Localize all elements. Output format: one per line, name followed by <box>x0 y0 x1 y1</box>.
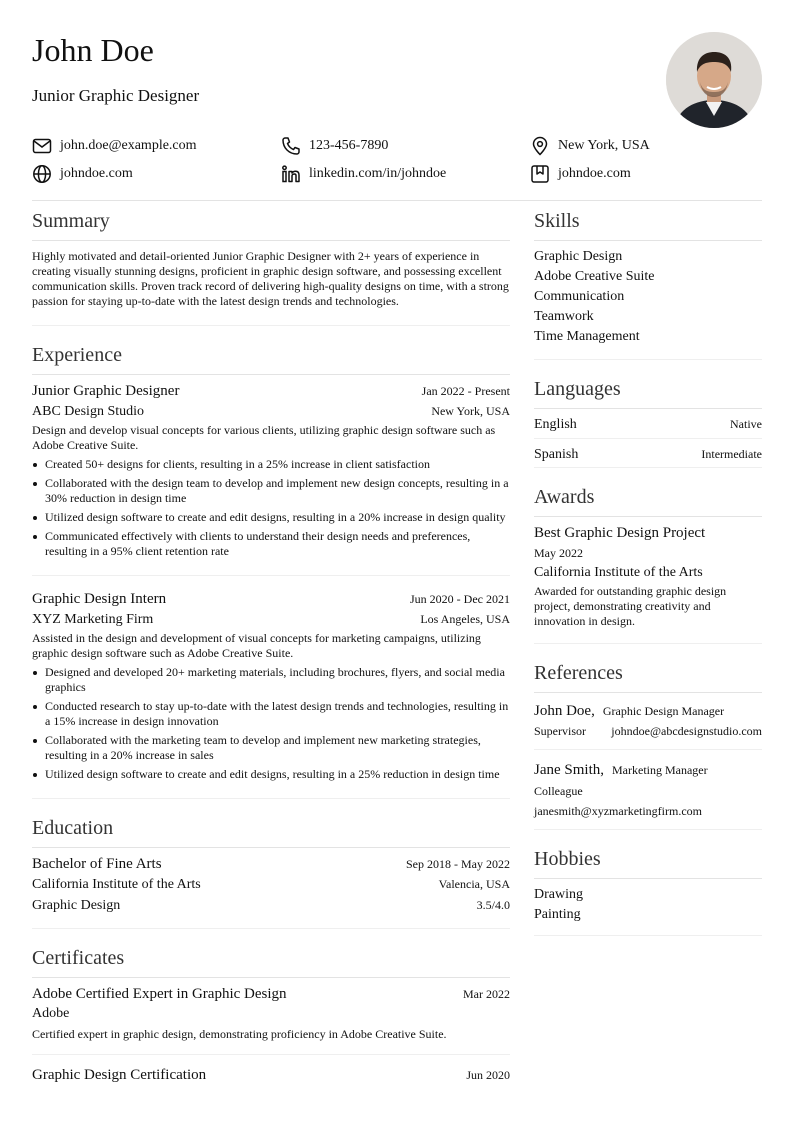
references-section <box>534 660 762 830</box>
language-level: Native <box>730 417 762 431</box>
achievement-item: Collaborated with the design team to develop and implement new design concepts, resulting in a 30% reduction in design time <box>32 476 510 506</box>
references-heading: References <box>534 660 762 693</box>
phone-icon <box>281 136 301 156</box>
contact-phone-text: 123-456-7890 <box>309 138 389 153</box>
reference-name: Jane Smith, <box>534 762 604 778</box>
job-title: Junior Graphic Designer <box>32 383 180 399</box>
achievement-item: Conducted research to stay up-to-date with the latest design trends and technologies, resulting in a 15% increase in design innovation <box>32 699 510 729</box>
certificate-description: Certified expert in graphic design, demonstrating proficiency in Adobe Creative Suite. <box>32 1027 447 1041</box>
portfolio-icon <box>530 164 550 184</box>
languages-heading: Languages <box>534 376 762 409</box>
contact-info <box>32 136 762 184</box>
company-name: XYZ Marketing Firm <box>32 612 154 627</box>
skill-item: Communication <box>534 289 625 304</box>
contact-portfolio-text: johndoe.com <box>558 166 631 181</box>
reference-relation: Supervisor <box>534 724 586 738</box>
location-icon <box>530 136 550 156</box>
contact-portfolio[interactable] <box>530 164 762 184</box>
award-name: Best Graphic Design Project <box>534 525 706 541</box>
reference-entry <box>534 750 762 819</box>
job-dates: Jun 2020 - Dec 2021 <box>410 592 510 606</box>
education-section <box>32 815 510 929</box>
experience-entry <box>32 375 510 575</box>
achievement-item: Collaborated with the marketing team to develop and implement new marketing strategies, resulting in a 20% increase in sales <box>32 733 510 763</box>
language-item <box>534 438 762 467</box>
reference-position: Marketing Manager <box>612 763 708 777</box>
language-item <box>534 409 762 438</box>
contact-website-text: johndoe.com <box>60 166 133 181</box>
profile-photo <box>666 32 762 128</box>
award-date: May 2022 <box>534 546 583 560</box>
languages-section <box>534 376 762 468</box>
award-description: Awarded for outstanding graphic design project, demonstrating creativity and innovation in design. <box>534 584 727 628</box>
summary-section <box>32 208 510 326</box>
experience-heading: Experience <box>32 342 510 375</box>
reference-name: John Doe, <box>534 703 595 719</box>
skill-item: Time Management <box>534 329 640 344</box>
candidate-title: Junior Graphic Designer <box>32 86 200 105</box>
awards-heading: Awards <box>534 484 762 517</box>
skill-item: Teamwork <box>534 309 594 324</box>
achievement-item: Created 50+ designs for clients, resulting in a 25% increase in client satisfaction <box>32 457 510 472</box>
certificates-section <box>32 945 510 1097</box>
main-column <box>32 208 510 1097</box>
profile-photo-image <box>666 32 762 128</box>
language-name: English <box>534 417 577 432</box>
hobby-item: Painting <box>534 907 581 922</box>
degree-name: Bachelor of Fine Arts <box>32 856 162 872</box>
education-dates: Sep 2018 - May 2022 <box>406 857 510 871</box>
contact-location-text: New York, USA <box>558 138 650 153</box>
field-of-study: Graphic Design <box>32 898 121 913</box>
hobbies-heading: Hobbies <box>534 846 762 879</box>
gpa: 3.5/4.0 <box>476 898 510 912</box>
achievement-item: Communicated effectively with clients to understand their design needs and preferences, resulting in a 95% client retention rate <box>32 529 510 559</box>
experience-entry <box>32 575 510 798</box>
job-title: Graphic Design Intern <box>32 591 167 607</box>
certificate-entry <box>32 978 510 1054</box>
experience-section <box>32 342 510 799</box>
job-achievements <box>32 665 510 782</box>
contact-email[interactable] <box>32 136 281 156</box>
globe-icon <box>32 164 52 184</box>
linkedin-icon <box>281 164 301 184</box>
certificate-entry <box>32 1054 510 1097</box>
job-description: Assisted in the design and development of visual concepts for marketing campaigns, utilizing graphic design software such as Adobe Creative Suite. <box>32 631 481 660</box>
job-dates: Jan 2022 - Present <box>421 384 510 398</box>
contact-location <box>530 136 762 156</box>
certificate-date: Jun 2020 <box>466 1068 510 1082</box>
contact-linkedin[interactable] <box>281 164 530 184</box>
school-name: California Institute of the Arts <box>32 877 201 892</box>
summary-heading: Summary <box>32 208 510 241</box>
reference-relation: Colleague <box>534 784 583 798</box>
skills-heading: Skills <box>534 208 762 241</box>
resume-header <box>32 30 762 130</box>
reference-entry <box>534 693 762 750</box>
header-divider <box>32 200 762 201</box>
certificate-name: Graphic Design Certification <box>32 1067 207 1083</box>
reference-position: Graphic Design Manager <box>602 704 725 718</box>
education-heading: Education <box>32 815 510 848</box>
company-name: ABC Design Studio <box>32 404 145 419</box>
contact-email-text: john.doe@example.com <box>60 138 197 153</box>
skill-item: Adobe Creative Suite <box>534 269 655 284</box>
job-location: Los Angeles, USA <box>420 612 510 626</box>
contact-website[interactable] <box>32 164 281 184</box>
achievement-item: Utilized design software to create and edit designs, resulting in a 20% increase in design quality <box>32 510 510 525</box>
achievement-item: Designed and developed 20+ marketing materials, including brochures, flyers, and social media graphics <box>32 665 510 695</box>
hobby-item: Drawing <box>534 887 583 902</box>
language-name: Spanish <box>534 447 579 462</box>
contact-linkedin-text: linkedin.com/in/johndoe <box>309 166 447 181</box>
mail-icon <box>32 136 52 156</box>
skills-section <box>534 208 762 360</box>
reference-email[interactable]: johndoe@abcdesignstudio.com <box>611 724 762 738</box>
certificate-name: Adobe Certified Expert in Graphic Design <box>32 986 287 1002</box>
job-location: New York, USA <box>431 404 510 418</box>
award-issuer: California Institute of the Arts <box>534 565 703 580</box>
certificate-issuer: Adobe <box>32 1006 70 1021</box>
certificates-heading: Certificates <box>32 945 510 978</box>
candidate-name: John Doe <box>32 32 154 68</box>
contact-phone[interactable] <box>281 136 530 156</box>
certificate-date: Mar 2022 <box>463 987 510 1001</box>
achievement-item: Utilized design software to create and edit designs, resulting in a 25% reduction in design time <box>32 767 510 782</box>
summary-text: Highly motivated and detail-oriented Junior Graphic Designer with 2+ years of experience in creating visually stunning designs, proficient in graphic design software, and possessing excellent communication skills. Proven track record of delivering high-quality designs on time, with a strong passion for staying up-to-date with the latest design trends and technologies. <box>32 249 509 308</box>
school-location: Valencia, USA <box>438 877 510 891</box>
awards-section <box>534 484 762 644</box>
hobbies-section <box>534 846 762 936</box>
reference-email[interactable]: janesmith@xyzmarketingfirm.com <box>534 804 703 818</box>
skill-item: Graphic Design <box>534 249 623 264</box>
language-level: Intermediate <box>701 447 762 461</box>
sidebar-column <box>534 208 762 936</box>
job-achievements <box>32 457 510 559</box>
job-description: Design and develop visual concepts for various clients, utilizing graphic design software such as Adobe Creative Suite. <box>32 423 496 452</box>
